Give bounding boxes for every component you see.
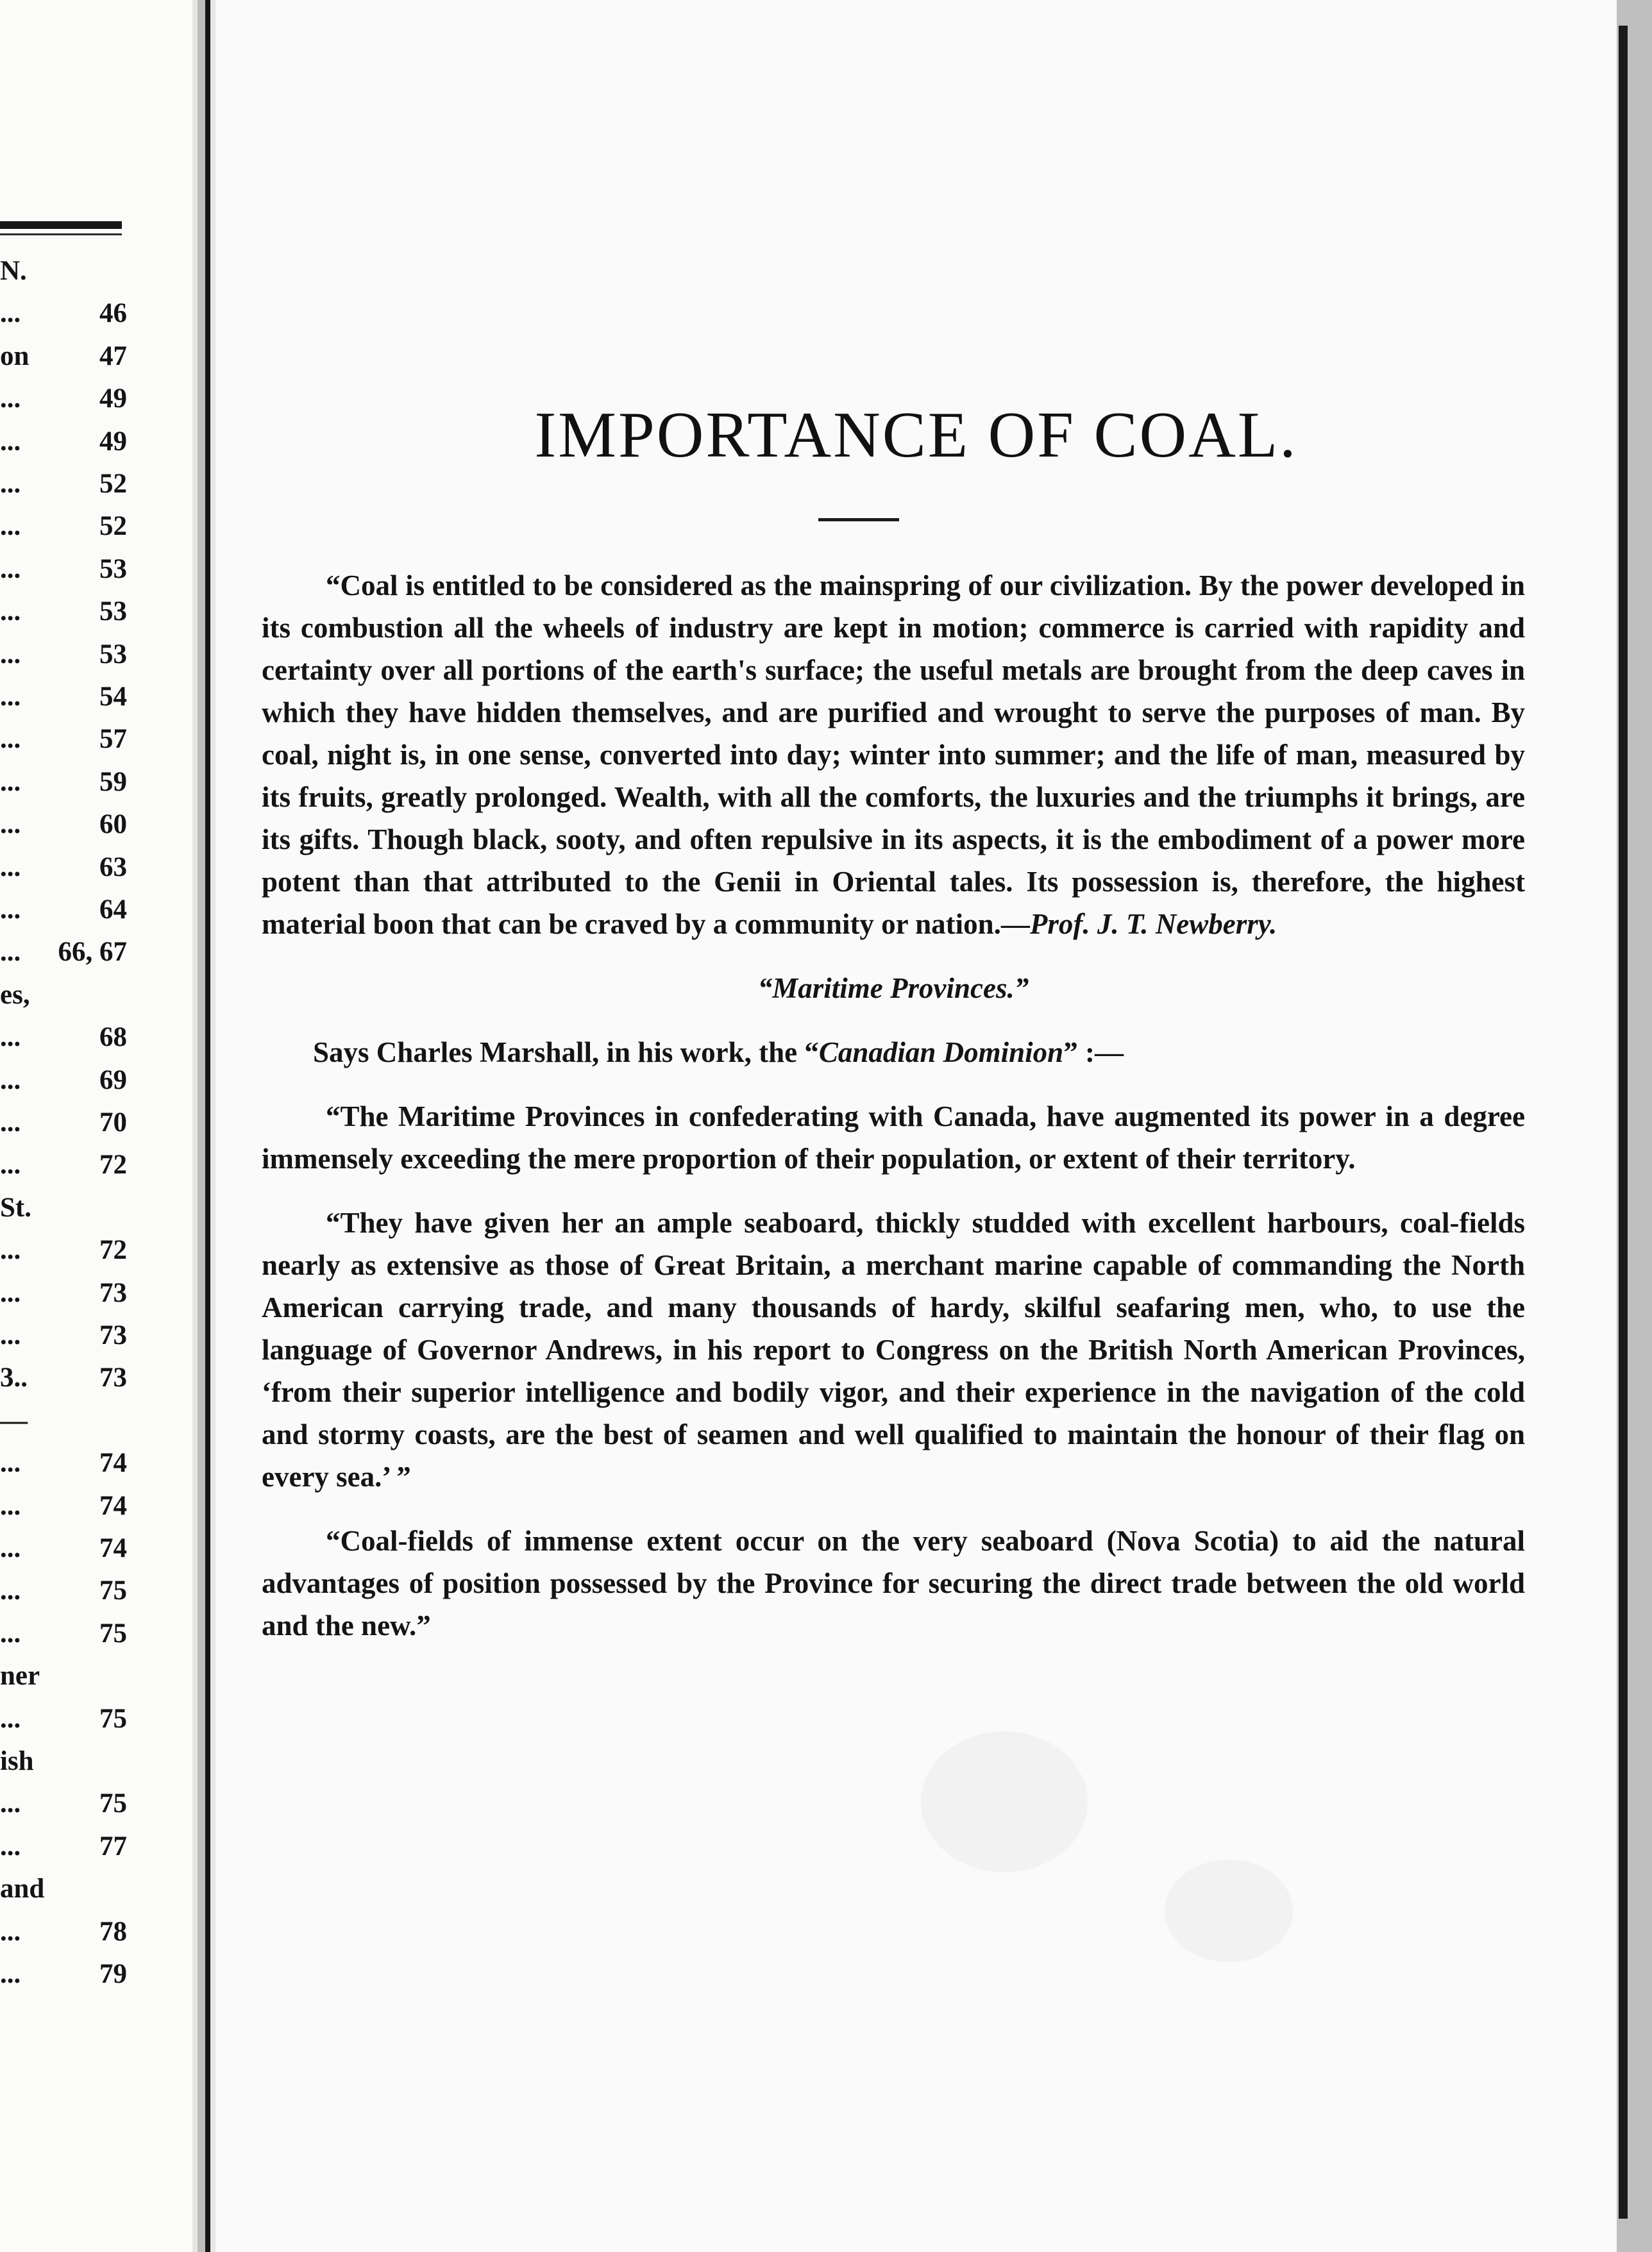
- index-row: [0, 596, 127, 634]
- index-row-page: 57: [99, 724, 127, 755]
- index-row: [0, 1703, 127, 1742]
- index-row: [0, 1405, 127, 1443]
- index-row: [0, 553, 127, 592]
- index-row-lead: ...: [0, 1235, 21, 1266]
- index-row-lead: ...: [0, 1448, 21, 1479]
- index-row: [0, 681, 127, 719]
- index-row-lead: ...: [0, 809, 21, 840]
- index-row-lead: ...: [0, 1703, 21, 1734]
- index-row-page: 46: [99, 298, 127, 329]
- index-row-lead: ...: [0, 1277, 21, 1308]
- index-row-page: 49: [99, 383, 127, 414]
- index-row-lead: ...: [0, 724, 21, 755]
- index-row: [0, 639, 127, 677]
- index-row-lead: ...: [0, 553, 21, 584]
- index-row-lead: ...: [0, 469, 21, 499]
- index-row: [0, 1192, 127, 1231]
- index-row-page: 74: [99, 1490, 127, 1521]
- index-row-page: 66, 67: [58, 937, 127, 968]
- index-row-lead: St.: [0, 1192, 31, 1223]
- index-row-lead: ...: [0, 298, 21, 329]
- index-row-lead: ...: [0, 1831, 21, 1861]
- index-row: [0, 1107, 127, 1145]
- index-row-lead: ...: [0, 895, 21, 925]
- index-row-lead: ...: [0, 766, 21, 797]
- index-row-page: 79: [99, 1959, 127, 1989]
- index-row-page: 78: [99, 1916, 127, 1947]
- index-row: [0, 1533, 127, 1571]
- index-row-page: 59: [99, 766, 127, 797]
- index-row: [0, 1490, 127, 1529]
- index-top-rule: [0, 221, 122, 229]
- index-row-lead: ...: [0, 937, 21, 968]
- index-row: [0, 1277, 127, 1316]
- index-row-lead: ish: [0, 1746, 34, 1776]
- index-row: [0, 1958, 127, 1997]
- spine-shadow: [198, 0, 205, 2252]
- index-row: [0, 1618, 127, 1656]
- index-row-lead: ...: [0, 1533, 21, 1563]
- index-row-lead: —: [0, 1405, 28, 1436]
- index-row-page: 73: [99, 1320, 127, 1350]
- left-facing-page: [0, 0, 192, 2252]
- index-row: [0, 1064, 127, 1103]
- index-row: [0, 1660, 127, 1699]
- index-row: [0, 1916, 127, 1954]
- index-row: [0, 426, 127, 464]
- index-row: [0, 766, 127, 805]
- index-row: [0, 1149, 127, 1188]
- quote-newberry: [262, 564, 1525, 945]
- quote-attribution: Prof. J. T. Newberry.: [1029, 908, 1277, 940]
- index-row: [0, 979, 127, 1018]
- index-row-lead: ...: [0, 1576, 21, 1606]
- page-title: IMPORTANCE OF COAL.: [534, 399, 1298, 471]
- index-row: [0, 1320, 127, 1358]
- intro-work-title: Canadian Dominion: [818, 1036, 1064, 1068]
- index-row: [0, 1575, 127, 1613]
- index-row: [0, 1831, 127, 1869]
- index-row: [0, 1234, 127, 1273]
- index-row-page: 64: [99, 895, 127, 925]
- index-row-page: 53: [99, 596, 127, 627]
- index-row-page: 77: [99, 1831, 127, 1861]
- index-row-page: 68: [99, 1022, 127, 1053]
- index-row-lead: 3..: [0, 1363, 28, 1393]
- index-row-lead: ...: [0, 426, 21, 457]
- intro-line: [262, 1031, 1525, 1073]
- index-row-page: 54: [99, 682, 127, 712]
- index-row-page: 49: [99, 426, 127, 457]
- index-row-lead: and: [0, 1874, 45, 1904]
- index-row: [0, 894, 127, 932]
- index-row-page: 52: [99, 469, 127, 499]
- index-row-page: 73: [99, 1363, 127, 1393]
- section-heading: “Maritime Provinces.”: [757, 972, 1029, 1004]
- index-row-page: 75: [99, 1618, 127, 1649]
- index-row-lead: ...: [0, 639, 21, 669]
- index-row-page: 72: [99, 1150, 127, 1181]
- intro-before: Says Charles Marshall, in his work, the “: [313, 1036, 819, 1068]
- index-row-lead: ...: [0, 1959, 21, 1989]
- index-row-page: 72: [99, 1235, 127, 1266]
- index-row-page: 70: [99, 1107, 127, 1138]
- index-row-page: 52: [99, 511, 127, 542]
- index-row-page: 74: [99, 1448, 127, 1479]
- index-row: [0, 298, 127, 336]
- index-row-lead: ...: [0, 1618, 21, 1649]
- index-row-lead: es,: [0, 979, 30, 1010]
- index-row-page: 74: [99, 1533, 127, 1563]
- main-page: [215, 0, 1617, 2252]
- title-rule: [818, 518, 899, 521]
- paper-smudge: [921, 1731, 1088, 1872]
- index-row-page: 63: [99, 852, 127, 882]
- index-row-lead: ...: [0, 1022, 21, 1053]
- index-row-lead: ...: [0, 596, 21, 627]
- index-row-page: 60: [99, 809, 127, 840]
- index-row-page: 69: [99, 1064, 127, 1095]
- index-row-page: 75: [99, 1788, 127, 1819]
- index-row-lead: ...: [0, 1916, 21, 1947]
- index-row-lead: ...: [0, 682, 21, 712]
- index-row: [0, 1362, 127, 1400]
- index-row-page: 53: [99, 553, 127, 584]
- index-row: [0, 723, 127, 762]
- paragraph-maritime-2: “They have given her an ample seaboard, thickly studded with excellent harbours, coal-fields nearly as extensive as those of Great Britain, a merchant marine capable of commanding the North American carrying trade, and many thousands of hardy, skilful seafaring men, who, to use the language of Governor Andrews, in his report to Congress on the British North American Provinces, ‘from their superior intelligence and bodily vigor, and their experience in the navigation of the cold and stormy coasts, are the best of seamen and well qualified to maintain the honour of their flag on every sea.’ ”: [262, 1207, 1525, 1493]
- index-row-page: 47: [99, 340, 127, 371]
- index-row: [0, 468, 127, 507]
- index-row-lead: ...: [0, 383, 21, 414]
- index-row-page: 73: [99, 1277, 127, 1308]
- index-row-lead: ...: [0, 1150, 21, 1181]
- index-row: [0, 383, 127, 421]
- index-row: [0, 809, 127, 847]
- index-row-lead: ...: [0, 1320, 21, 1350]
- index-row: [0, 1745, 127, 1784]
- index-row-page: 53: [99, 639, 127, 669]
- index-row: [0, 852, 127, 890]
- index-row: [0, 1873, 127, 1912]
- index-row: [0, 936, 127, 975]
- index-row-lead: ...: [0, 852, 21, 882]
- paper-smudge: [1165, 1860, 1293, 1962]
- index-top-rule-thin: [0, 233, 122, 235]
- body-text: [262, 564, 1525, 1668]
- index-row-lead: ...: [0, 1490, 21, 1521]
- quote-newberry-text: “Coal is entitled to be considered as the mainspring of our civilization. By the power developed in its combustion all the wheels of industry are kept in motion; commerce is carried with rapidity and certainty over all portions of the earth's surface; the useful metals are brought from the deep caves in which they have hidden themselves, and are purified and wrought to serve the purposes of man. By coal, night is, in one sense, converted into day; winter into summer; and the life of man, measured by its fruits, greatly prolonged. Wealth, with all the comforts, the luxuries and the triumphs it brings, are its gifts. Though black, sooty, and often repulsive in its aspects, it is the embodiment of a power more potent than that attributed to the Genii in Oriental tales. Its possession is, therefore, the highest material boon that can be craved by a community or nation.—: [262, 569, 1525, 940]
- paragraph-maritime-1: “The Maritime Provinces in confederating with Canada, have augmented its power in a degree immensely exceeding the mere proportion of their population, or extent of their territory.: [262, 1100, 1525, 1175]
- intro-after: ” :—: [1063, 1036, 1124, 1068]
- spine-line: [205, 0, 210, 2252]
- index-row: [0, 510, 127, 549]
- index-row: [0, 1447, 127, 1486]
- index-row: [0, 255, 127, 294]
- index-row: [0, 340, 127, 379]
- index-row-lead: ...: [0, 1107, 21, 1138]
- index-row: [0, 1021, 127, 1060]
- index-row-page: 75: [99, 1703, 127, 1734]
- index-row: [0, 1788, 127, 1826]
- index-row-lead: ner: [0, 1661, 40, 1692]
- index-row-lead: on: [0, 340, 30, 371]
- index-row-page: 75: [99, 1576, 127, 1606]
- page-edge-dark: [1619, 26, 1628, 2219]
- index-row-lead: ...: [0, 1064, 21, 1095]
- index-row-lead: ...: [0, 511, 21, 542]
- index-row-lead: ...: [0, 1788, 21, 1819]
- index-row-lead: N.: [0, 256, 27, 286]
- paragraph-maritime-3: “Coal-fields of immense extent occur on the very seaboard (Nova Scotia) to aid the natural advantages of position possessed by the Province for securing the direct trade between the old world and the new.”: [262, 1525, 1525, 1642]
